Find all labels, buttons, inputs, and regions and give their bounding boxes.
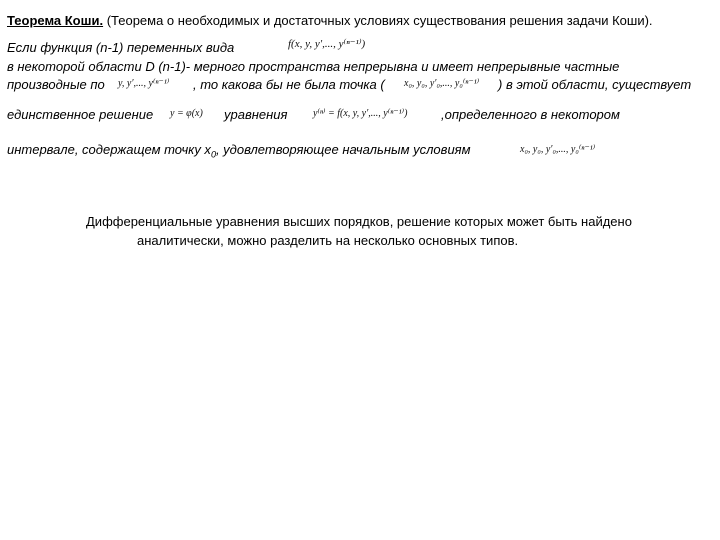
formula-initial-conditions: x₀, y₀, y′₀,..., y₀⁽ⁿ⁻¹⁾ bbox=[520, 144, 596, 155]
theorem-line-2: в некоторой области D (n-1)- мерного пространства непрерывна и имеет непрерывные частные bbox=[7, 59, 620, 74]
theorem-line-4a: единственное решение bbox=[7, 107, 154, 122]
formula-equation: y⁽ⁿ⁾ = f(x, y, y′,..., y⁽ⁿ⁻¹⁾) bbox=[313, 108, 408, 119]
page-title bbox=[7, 13, 653, 29]
formula-solution: y = φ(x) bbox=[170, 108, 203, 119]
theorem-line-5a: интервале, содержащем точку x bbox=[7, 142, 211, 157]
theorem-line-3a: производные по bbox=[7, 77, 105, 92]
formula-f-definition: f(x, y, y′,..., y⁽ⁿ⁻¹⁾) bbox=[288, 38, 366, 50]
paragraph-line-1: Дифференциальные уравнения высших порядков, решение которых может быть найдено bbox=[86, 214, 632, 229]
theorem-line-5-sub: 0 bbox=[210, 149, 216, 160]
theorem-line-3b: , то какова бы не была точка ( bbox=[193, 77, 385, 92]
title-bold: Теорема Коши. bbox=[7, 13, 104, 28]
theorem-line-4c: ,определенного в некотором bbox=[441, 107, 620, 122]
theorem-line-5b: , удовлетворяющее начальным условиям bbox=[215, 142, 471, 157]
theorem-line-1: Если функция (n-1) переменных вида bbox=[7, 40, 235, 55]
paragraph-line-2: аналитически, можно разделить на несколько основных типов. bbox=[137, 233, 519, 248]
title-rest: (Теорема о необходимых и достаточных условиях существования решения задачи Коши). bbox=[103, 13, 653, 28]
theorem-line-5 bbox=[7, 142, 471, 163]
theorem-line-3c: ) в этой области, существует bbox=[498, 77, 692, 92]
formula-point: x₀, y₀, y′₀,..., y₀⁽ⁿ⁻¹⁾ bbox=[404, 78, 480, 89]
theorem-line-4b: уравнения bbox=[224, 107, 288, 122]
formula-partials: y, y′,..., y⁽ⁿ⁻¹⁾ bbox=[118, 78, 170, 89]
